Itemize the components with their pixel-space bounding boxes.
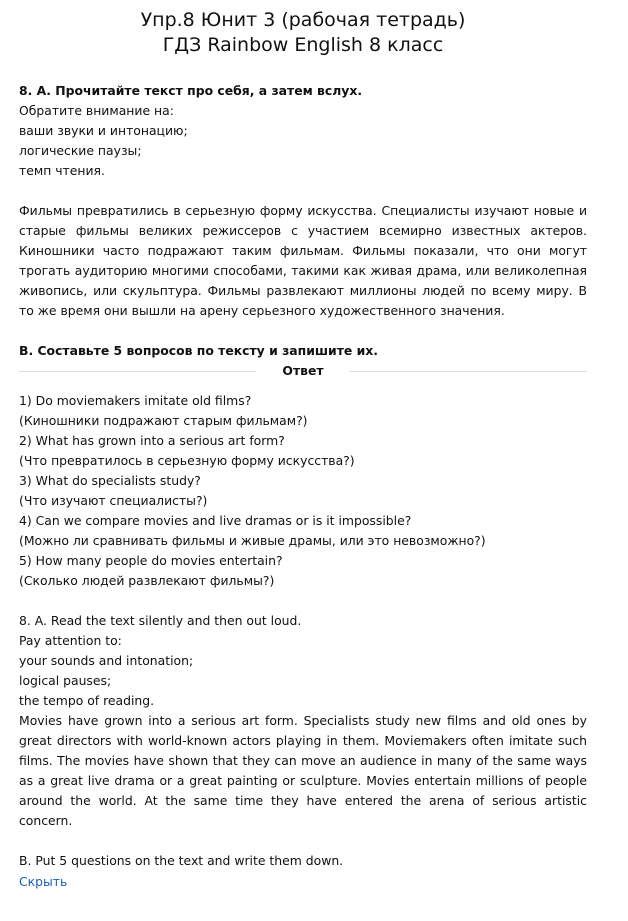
- hide-link[interactable]: Скрыть: [19, 874, 68, 889]
- task-en-line: logical pauses;: [19, 673, 112, 688]
- page-content: [19, 8, 587, 892]
- task-en-line: 8. A. Read the text silently and then out loud.: [19, 613, 302, 628]
- task-russian: [19, 81, 587, 361]
- answer-line: 1) Do moviemakers imitate old films?: [19, 393, 252, 408]
- task-english: [19, 611, 587, 871]
- divider-rule-left: [19, 371, 256, 372]
- answer-line: 2) What has grown into a serious art form?: [19, 433, 285, 448]
- task-ru-line: Обратите внимание на:: [19, 103, 174, 118]
- answer-line: (Сколько людей развлекают фильмы?): [19, 573, 275, 588]
- answer-line: 4) Can we compare movies and live dramas or is it impossible?: [19, 513, 412, 528]
- page-title: [19, 8, 587, 58]
- task-en-line: the tempo of reading.: [19, 693, 155, 708]
- answer-line: (Киношники подражают старым фильмам?): [19, 413, 308, 428]
- task-b-heading-ru: B. Составьте 5 вопросов по тексту и запишите их.: [19, 343, 378, 358]
- answer-line: 3) What do specialists study?: [19, 473, 201, 488]
- text-paragraph-ru: Фильмы превратились в серьезную форму искусства. Специалисты изучают новые и старые фильмы великих режиссеров с участием всемирно известных актеров. Киношники часто подражают таким фильмам. Фильмы показали, что они могут трогать аудиторию многими способами, такими как живая драма, или великолепная живопись, или скульптура. Фильмы развлекают миллионы людей по всему миру. В то же время они вышли на арену серьезного художественного значения.: [19, 203, 587, 318]
- answer-line: (Что изучают специалисты?): [19, 493, 208, 508]
- page-title-line-2: ГДЗ Rainbow English 8 класс: [162, 34, 444, 56]
- text-paragraph-en: Movies have grown into a serious art form. Specialists study new films and old ones by great directors with world-known actors playing in them. Moviemakers often imitate such films. The movies have shown that they can move an audience in many of the same ways as a great live drama or a great painting or sculpture. Movies entertain millions of people around the world. At the same time they have entered the arena of serious artistic concern.: [19, 713, 587, 828]
- page-title-line-1: Упр.8 Юнит 3 (рабочая тетрадь): [140, 9, 466, 31]
- answer-line: (Что превратилось в серьезную форму искусства?): [19, 453, 355, 468]
- answer-line: 5) How many people do movies entertain?: [19, 553, 283, 568]
- task-en-line: Pay attention to:: [19, 633, 122, 648]
- answer-block: [19, 391, 587, 591]
- task-ru-line: темп чтения.: [19, 163, 105, 178]
- answer-divider: [19, 361, 587, 381]
- answer-line: (Можно ли сравнивать фильмы и живые драмы, или это невозможно?): [19, 533, 486, 548]
- divider-rule-right: [350, 371, 587, 372]
- task-ru-line: ваши звуки и интонацию;: [19, 123, 188, 138]
- task-a-heading-ru: 8. А. Прочитайте текст про себя, а затем вслух.: [19, 83, 363, 98]
- answer-label: Ответ: [282, 363, 324, 378]
- task-en-line: your sounds and intonation;: [19, 653, 194, 668]
- task-ru-line: логические паузы;: [19, 143, 142, 158]
- task-b-heading-en: B. Put 5 questions on the text and write them down.: [19, 853, 344, 868]
